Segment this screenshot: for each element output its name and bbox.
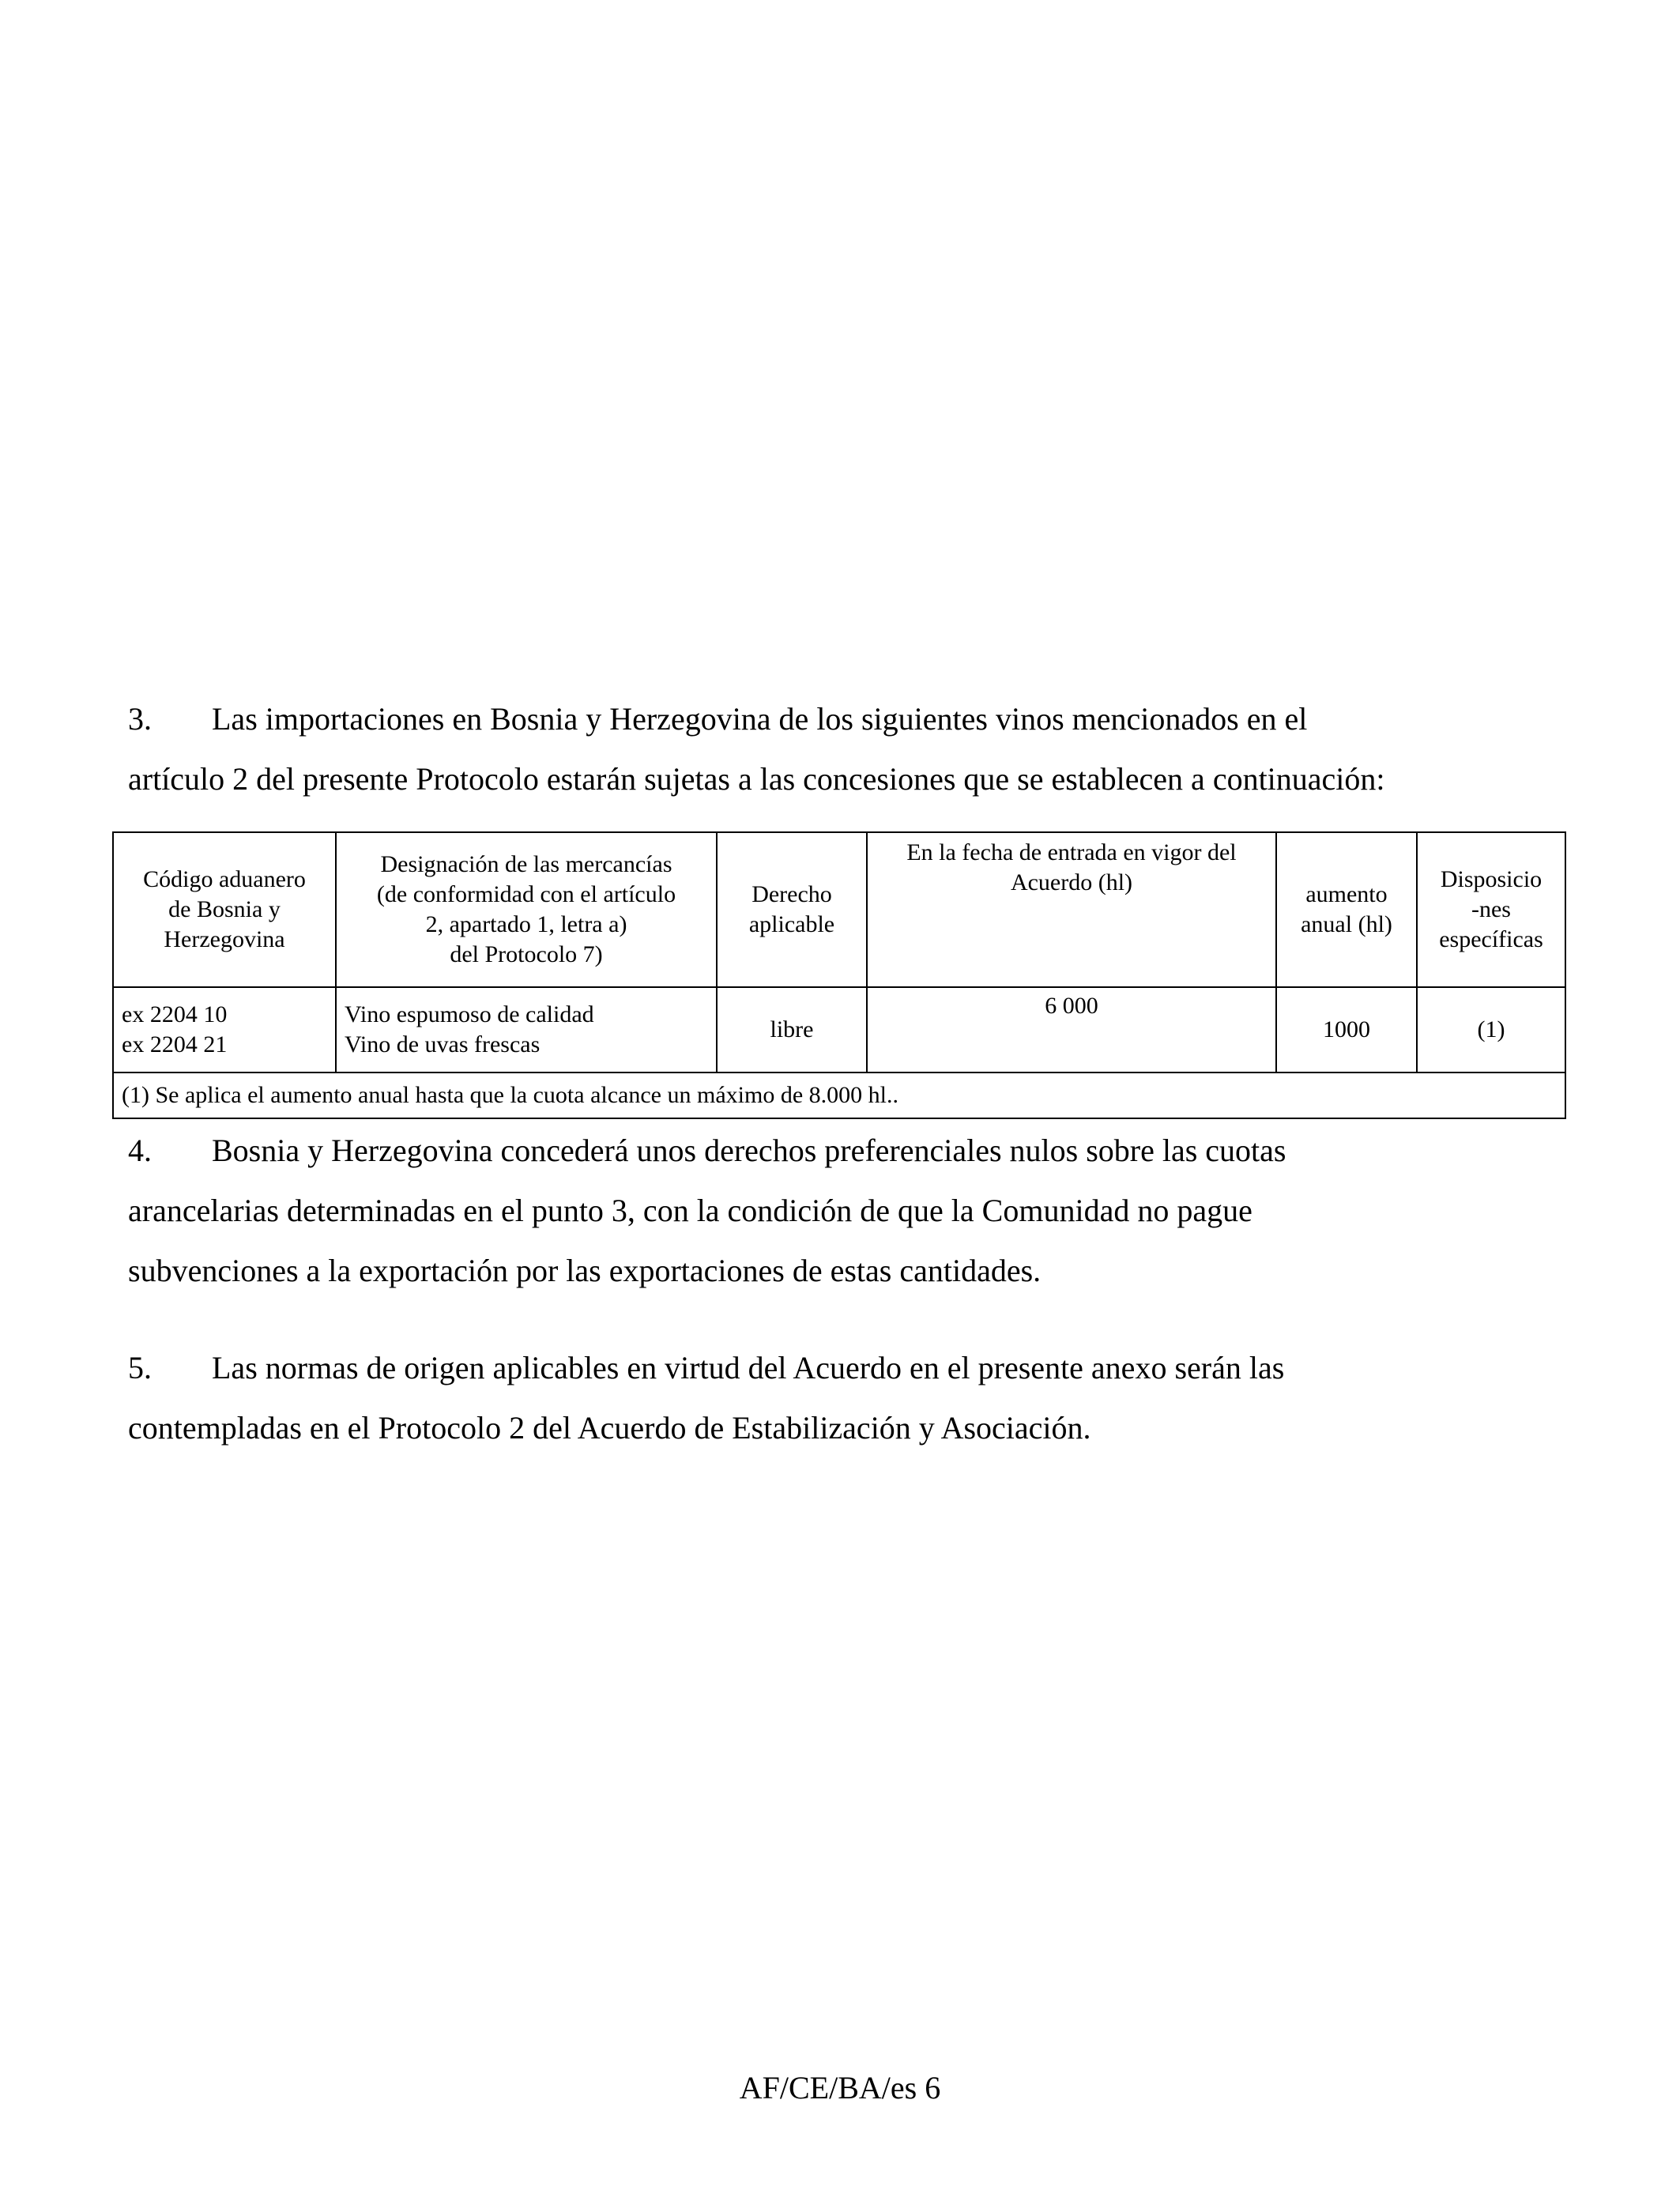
wine-quota-table bbox=[112, 831, 1566, 1119]
header-derecho-line-2: aplicable bbox=[748, 911, 835, 937]
table-header-row bbox=[113, 832, 1565, 987]
paragraph-3-text-1: Las importaciones en Bosnia y Herzegovina de los siguientes vinos mencionados en el bbox=[212, 701, 1308, 737]
header-aumento-line-2: anual (hl) bbox=[1301, 911, 1392, 937]
paragraph-5-number: 5. bbox=[128, 1350, 152, 1385]
header-disposiciones bbox=[1417, 832, 1565, 987]
table-row bbox=[113, 987, 1565, 1072]
cell-derecho: libre bbox=[717, 987, 867, 1072]
cell-aumento: 1000 bbox=[1276, 987, 1417, 1072]
header-codigo bbox=[113, 832, 336, 987]
header-derecho bbox=[717, 832, 867, 987]
cell-disposiciones: (1) bbox=[1417, 987, 1565, 1072]
paragraph-4-text-1: Bosnia y Herzegovina concederá unos derechos preferenciales nulos sobre las cuotas bbox=[212, 1133, 1286, 1168]
paragraph-4-text-3: subvenciones a la exportación por las exportaciones de estas cantidades. bbox=[128, 1253, 1042, 1288]
cell-codigo-1: ex 2204 10 bbox=[122, 1001, 228, 1027]
header-designacion-line-1: Designación de las mercancías bbox=[380, 851, 672, 877]
header-fecha bbox=[867, 832, 1276, 987]
header-aumento-line-1: aumento bbox=[1305, 881, 1388, 907]
paragraph-4 bbox=[128, 1121, 1574, 1301]
header-derecho-line-1: Derecho bbox=[751, 881, 832, 907]
cell-designacion-1: Vino espumoso de calidad bbox=[345, 1001, 594, 1027]
paragraph-5 bbox=[128, 1338, 1574, 1458]
cell-designacion-2: Vino de uvas frescas bbox=[345, 1031, 541, 1057]
paragraph-5-text-1: Las normas de origen aplicables en virtud del Acuerdo en el presente anexo serán las bbox=[212, 1350, 1285, 1385]
paragraph-4-text-2: arancelarias determinadas en el punto 3, con la condición de que la Comunidad no pague bbox=[128, 1193, 1252, 1228]
header-designacion bbox=[336, 832, 717, 987]
header-designacion-line-4: del Protocolo 7) bbox=[450, 941, 603, 967]
header-designacion-line-3: 2, apartado 1, letra a) bbox=[425, 911, 627, 937]
header-fecha-line-2: Acuerdo (hl) bbox=[1010, 869, 1133, 895]
paragraph-4-line-1 bbox=[128, 1121, 1574, 1181]
paragraph-5-line-1 bbox=[128, 1338, 1574, 1398]
paragraph-5-text-2: contempladas en el Protocolo 2 del Acuerdo de Estabilización y Asociación. bbox=[128, 1410, 1091, 1446]
table-note-row bbox=[113, 1072, 1565, 1118]
header-disposiciones-line-3: específicas bbox=[1439, 926, 1543, 952]
paragraph-3-text-2: artículo 2 del presente Protocolo estarán sujetas a las concesiones que se establecen a continuación: bbox=[128, 761, 1385, 797]
header-codigo-line-2: de Bosnia y bbox=[168, 896, 281, 922]
table-footnote: (1) Se aplica el aumento anual hasta que la cuota alcance un máximo de 8.000 hl.. bbox=[113, 1072, 1565, 1118]
header-codigo-line-1: Código aduanero bbox=[143, 866, 306, 892]
cell-designaciones bbox=[336, 987, 717, 1072]
header-fecha-line-1: En la fecha de entrada en vigor del bbox=[906, 839, 1237, 865]
header-disposiciones-line-2: -nes bbox=[1471, 896, 1511, 922]
cell-codigos bbox=[113, 987, 336, 1072]
header-aumento bbox=[1276, 832, 1417, 987]
page-footer-reference: AF/CE/BA/es 6 bbox=[739, 2070, 941, 2105]
paragraph-4-number: 4. bbox=[128, 1133, 152, 1168]
header-designacion-line-2: (de conformidad con el artículo bbox=[376, 881, 676, 907]
header-disposiciones-line-1: Disposicio bbox=[1440, 866, 1543, 892]
paragraph-3-line-1 bbox=[128, 689, 1574, 749]
cell-fecha: 6 000 bbox=[867, 987, 1276, 1072]
paragraph-3 bbox=[128, 689, 1574, 809]
paragraph-3-number: 3. bbox=[128, 701, 152, 737]
header-codigo-line-3: Herzegovina bbox=[164, 926, 285, 952]
cell-codigo-2: ex 2204 21 bbox=[122, 1031, 228, 1057]
